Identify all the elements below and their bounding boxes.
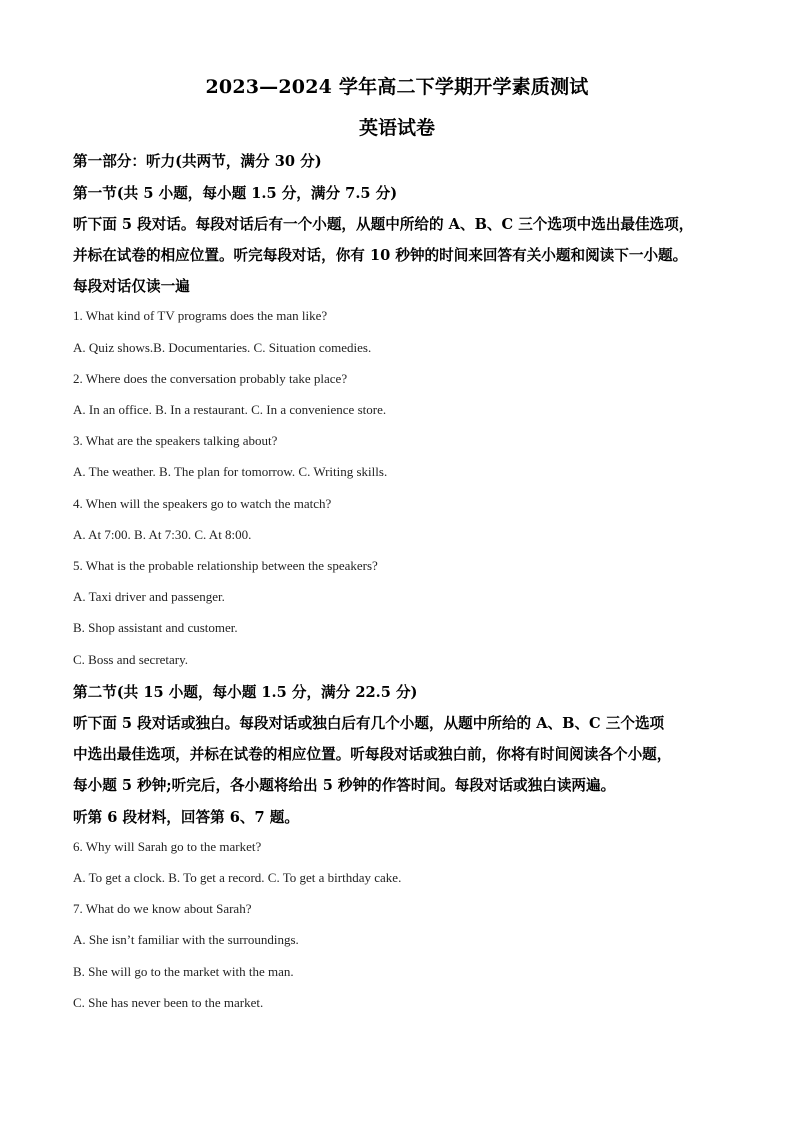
section2-instruction-line: 听下面 5 段对话或独白。每段对话或独白后有几个小题，从题中所给的 A、B、C 三个选项 xyxy=(73,715,665,732)
answer-option: B. She will go to the market with the man. xyxy=(73,964,294,979)
question-text: 3. What are the speakers talking about? xyxy=(73,433,278,448)
answer-options: A. In an office. B. In a restaurant. C. In a convenience store. xyxy=(73,402,387,417)
section1-heading: 第一节(共 5 小题，每小题 1.5 分，满分 7.5 分) xyxy=(73,185,398,202)
question-text: 5. What is the probable relationship between the speakers? xyxy=(73,558,378,573)
question-text: 1. What kind of TV programs does the man like? xyxy=(73,308,328,323)
question-text: 4. When will the speakers go to watch the match? xyxy=(73,496,332,511)
question-text: 2. Where does the conversation probably take place? xyxy=(73,371,348,386)
answer-option: B. Shop assistant and customer. xyxy=(73,620,238,635)
question-text: 6. Why will Sarah go to the market? xyxy=(73,839,262,854)
section1-instruction-line: 听下面 5 段对话。每段对话后有一个小题，从题中所给的 A、B、C 三个选项中选出最佳选项， xyxy=(73,216,694,233)
section1-instruction-line: 每段对话仅读一遍 xyxy=(73,278,190,295)
question-text: 7. What do we know about Sarah? xyxy=(73,901,252,916)
section2-instruction-line: 每小题 5 秒钟;听完后，各小题将给出 5 秒钟的作答时间。每段对话或独白读两遍。 xyxy=(73,777,616,794)
answer-options: A. To get a clock. B. To get a record. C. To get a birthday cake. xyxy=(73,870,402,885)
section2-heading: 第二节(共 15 小题，每小题 1.5 分，满分 22.5 分) xyxy=(73,684,418,701)
part1-heading: 第一部分：听力(共两节，满分 30 分) xyxy=(73,153,322,170)
answer-options: A. At 7:00. B. At 7:30. C. At 8:00. xyxy=(73,527,252,542)
answer-options: A. The weather. B. The plan for tomorrow. C. Writing skills. xyxy=(73,464,388,479)
answer-option: C. Boss and secretary. xyxy=(73,652,189,667)
answer-option: A. She isn’t familiar with the surroundings. xyxy=(73,932,299,947)
exam-title: 2023—2024 学年高二下学期开学素质测试 xyxy=(205,76,589,98)
answer-options: A. Quiz shows.B. Documentaries. C. Situation comedies. xyxy=(73,340,372,355)
section2-instruction-line: 中选出最佳选项，并标在试卷的相应位置。听每段对话或独白前，你将有时间阅读各个小题， xyxy=(73,746,672,763)
material-heading: 听第 6 段材料，回答第 6、7 题。 xyxy=(73,809,299,826)
answer-option: C. She has never been to the market. xyxy=(73,995,264,1010)
exam-subtitle: 英语试卷 xyxy=(358,117,435,139)
section1-instruction-line: 并标在试卷的相应位置。听完每段对话，你有 10 秒钟的时间来回答有关小题和阅读下一小题。 xyxy=(73,247,688,264)
answer-option: A. Taxi driver and passenger. xyxy=(73,589,225,604)
